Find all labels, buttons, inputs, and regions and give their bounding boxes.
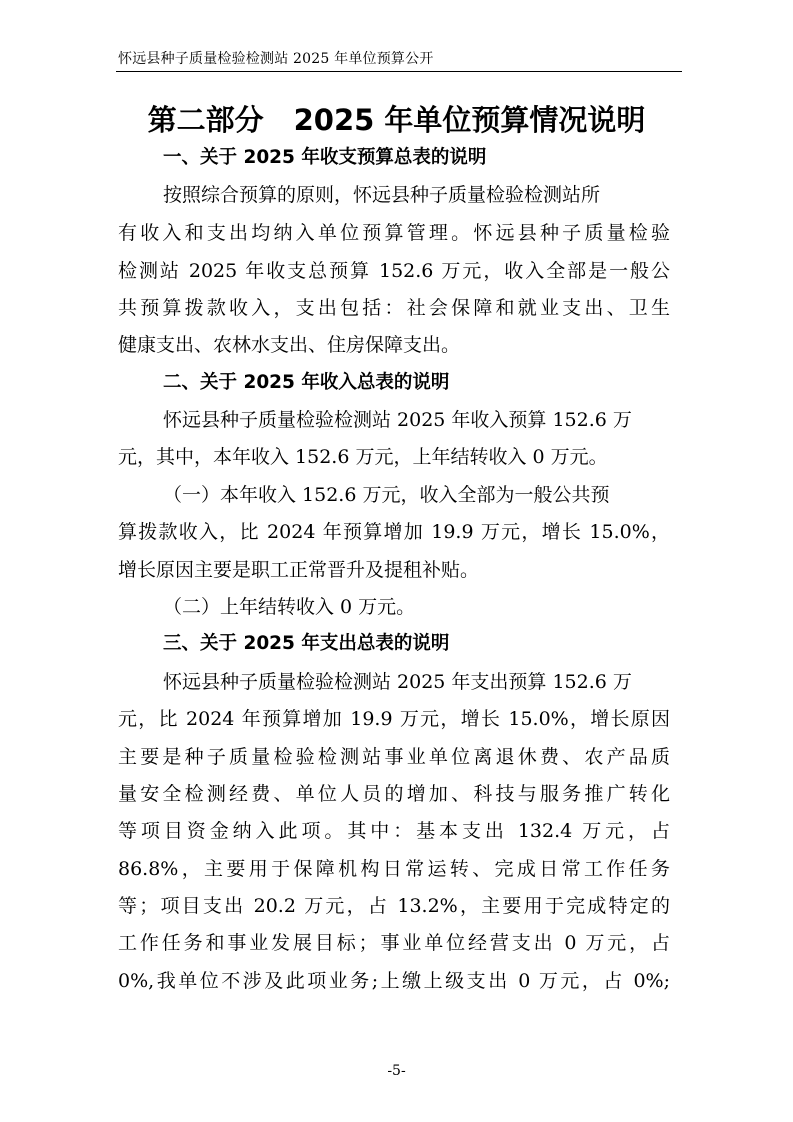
paragraph-line: 主要是种子质量检验检测站事业单位离退休费、农产品质 <box>118 746 670 768</box>
header-rule <box>116 71 682 72</box>
paragraph-line: 等项目资金纳入此项。其中：基本支出 132.4 万元，占 <box>118 820 670 842</box>
paragraph-line: 86.8%，主要用于保障机构日常运转、完成日常工作任务 <box>118 858 670 880</box>
page-title <box>0 98 793 139</box>
section-heading-2: 二、关于 2025 年收入总表的说明 <box>163 372 450 393</box>
paragraph-line: 健康支出、农林水支出、住房保障支出。 <box>118 334 461 356</box>
section-heading-3: 三、关于 2025 年支出总表的说明 <box>163 633 450 654</box>
paragraph-line: 怀远县种子质量检验检测站 2025 年支出预算 152.6 万 <box>163 671 632 693</box>
paragraph-line: （一）本年收入 152.6 万元，收入全部为一般公共预 <box>163 484 610 506</box>
title-part: 第二部分 <box>147 103 264 137</box>
paragraph-line: 等；项目支出 20.2 万元，占 13.2%，主要用于完成特定的 <box>118 895 670 917</box>
page-number: -5- <box>387 1063 406 1079</box>
paragraph-line: 检测站 2025 年收支总预算 152.6 万元，收入全部是一般公 <box>118 260 670 282</box>
paragraph-line: 量安全检测经费、单位人员的增加、科技与服务推广转化 <box>118 783 670 805</box>
paragraph-line: 增长原因主要是职工正常晋升及提租补贴。 <box>118 559 480 581</box>
paragraph-line: 0%,我单位不涉及此项业务;上缴上级支出 0 万元，占 0%; <box>118 970 670 992</box>
paragraph-line: 元，其中，本年收入 152.6 万元，上年结转收入 0 万元。 <box>118 446 608 468</box>
paragraph-line: 怀远县种子质量检验检测站 2025 年收入预算 152.6 万 <box>163 409 632 431</box>
paragraph-line: 有收入和支出均纳入单位预算管理。怀远县种子质量检验 <box>118 222 670 244</box>
section-heading-1: 一、关于 2025 年收支预算总表的说明 <box>163 147 487 168</box>
paragraph-line: 按照综合预算的原则，怀远县种子质量检验检测站所 <box>163 184 601 206</box>
paragraph-line: （二）上年结转收入 0 万元。 <box>163 596 416 618</box>
paragraph-line: 算拨款收入，比 2024 年预算增加 19.9 万元，增长 15.0%， <box>118 521 670 543</box>
paragraph-line: 工作任务和事业发展目标；事业单位经营支出 0 万元，占 <box>118 932 670 954</box>
paragraph-line: 元，比 2024 年预算增加 19.9 万元，增长 15.0%，增长原因 <box>118 708 670 730</box>
paragraph-line: 共预算拨款收入，支出包括：社会保障和就业支出、卫生 <box>118 297 670 319</box>
running-header: 怀远县种子质量检验检测站 2025 年单位预算公开 <box>118 51 434 67</box>
title-text: 2025 年单位预算情况说明 <box>293 103 646 137</box>
